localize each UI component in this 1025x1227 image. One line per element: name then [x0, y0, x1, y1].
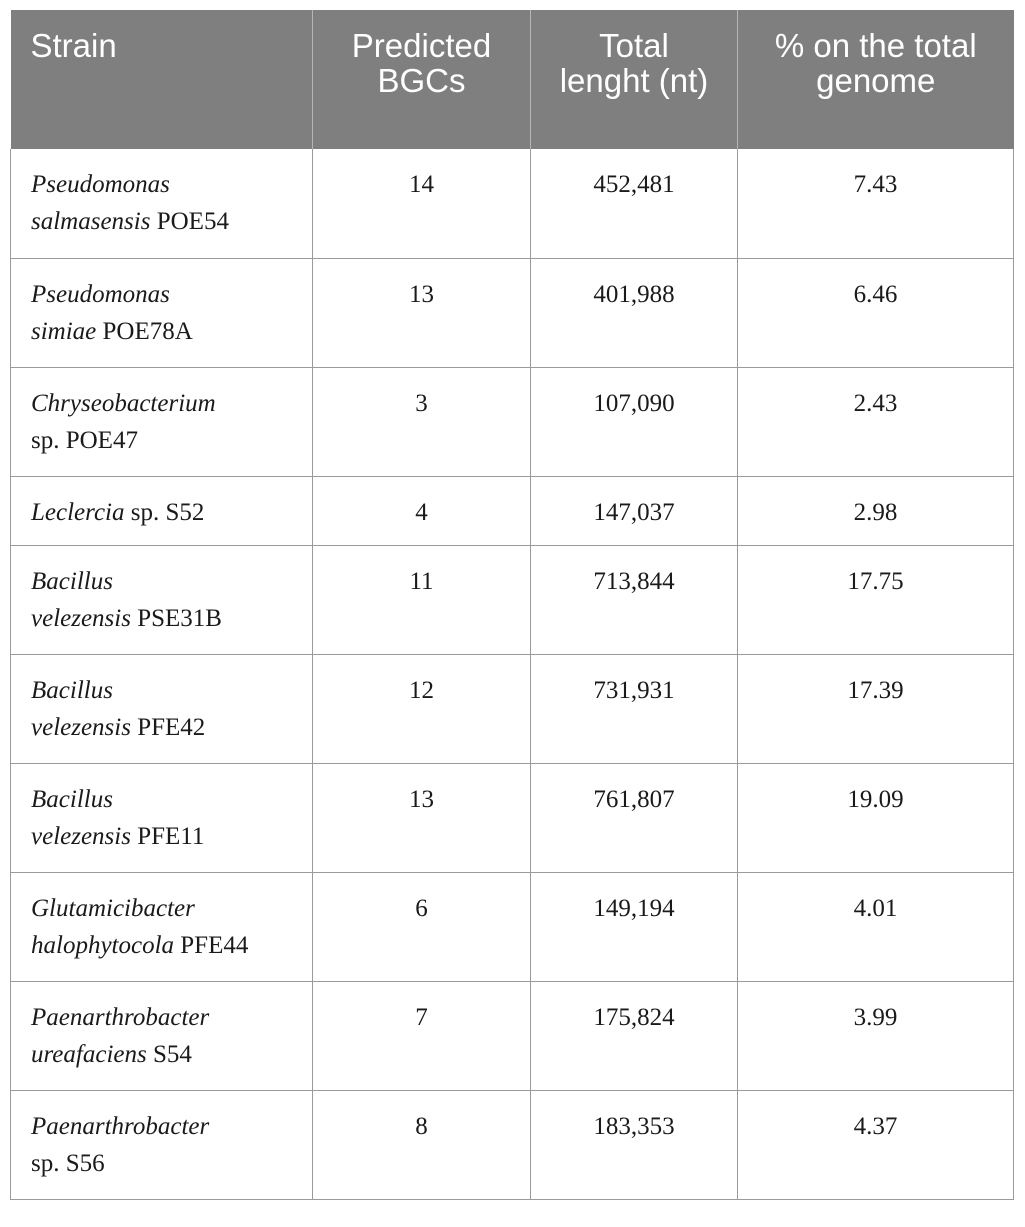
- percent-cell: 7.43: [738, 149, 1014, 258]
- genus-name: Chryseobacterium: [31, 389, 216, 417]
- percent-cell: 19.09: [738, 763, 1014, 872]
- bgcs-cell: 13: [313, 763, 531, 872]
- percent-cell: 17.75: [738, 545, 1014, 654]
- table-row: [11, 981, 1014, 1090]
- length-cell: 761,807: [531, 763, 738, 872]
- strain-id: S54: [146, 1040, 192, 1068]
- header-predicted-bgcs: Predicted BGCs: [313, 10, 531, 149]
- species-name: velezensis: [31, 604, 131, 632]
- header-row: [11, 10, 1014, 149]
- percent-cell: 17.39: [738, 654, 1014, 763]
- length-cell: 713,844: [531, 545, 738, 654]
- percent-cell: 3.99: [738, 981, 1014, 1090]
- length-cell: 149,194: [531, 872, 738, 981]
- bgcs-cell: 8: [313, 1090, 531, 1199]
- length-cell: 147,037: [531, 476, 738, 545]
- table-row: [11, 763, 1014, 872]
- genus-name: Bacillus: [31, 676, 113, 704]
- strain-cell: [11, 872, 313, 981]
- table-row: [11, 654, 1014, 763]
- species-name: simiae: [31, 317, 97, 345]
- strain-cell: [11, 476, 313, 545]
- genus-name: Paenarthrobacter: [31, 1003, 210, 1031]
- bgcs-cell: 4: [313, 476, 531, 545]
- table-header: [11, 10, 1014, 149]
- strain-cell: [11, 258, 313, 367]
- species-name: ureafaciens: [31, 1040, 147, 1068]
- strain-id: PFE44: [174, 931, 249, 959]
- table-row: [11, 476, 1014, 545]
- strain-id: PSE31B: [130, 604, 222, 632]
- strain-cell: [11, 981, 313, 1090]
- length-cell: 401,988: [531, 258, 738, 367]
- strain-cell: [11, 545, 313, 654]
- header-strain: Strain: [11, 10, 313, 149]
- species-name: velezensis: [31, 822, 131, 850]
- header-total-length: Total lenght (nt): [531, 10, 738, 149]
- strain-id: PFE42: [130, 713, 206, 741]
- strain-id: sp. POE47: [31, 426, 138, 454]
- length-cell: 175,824: [531, 981, 738, 1090]
- bgcs-cell: 11: [313, 545, 531, 654]
- length-cell: 731,931: [531, 654, 738, 763]
- species-name: velezensis: [31, 713, 131, 741]
- genus-name: Pseudomonas: [31, 171, 170, 198]
- table-row: [11, 545, 1014, 654]
- species-name: salmasensis: [31, 208, 151, 235]
- strain-cell: [11, 367, 313, 476]
- table-row: [11, 872, 1014, 981]
- header-percent-genome: % on the total genome: [738, 10, 1014, 149]
- genus-name: Pseudomonas: [31, 280, 170, 308]
- table-row: [11, 1090, 1014, 1199]
- length-cell: 107,090: [531, 367, 738, 476]
- bgc-table: [10, 10, 1014, 1200]
- strain-id: sp. S56: [31, 1149, 105, 1177]
- bgcs-cell: 7: [313, 981, 531, 1090]
- strain-id: sp. S52: [124, 498, 205, 526]
- percent-cell: 2.98: [738, 476, 1014, 545]
- strain-id: POE54: [150, 208, 229, 235]
- genus-name: Bacillus: [31, 567, 113, 595]
- genus-name: Glutamicibacter: [31, 894, 195, 922]
- bgcs-cell: 14: [313, 149, 531, 258]
- percent-cell: 2.43: [738, 367, 1014, 476]
- percent-cell: 4.37: [738, 1090, 1014, 1199]
- genus-name: Bacillus: [31, 785, 113, 813]
- genus-name: Paenarthrobacter: [31, 1112, 210, 1140]
- bgcs-cell: 13: [313, 258, 531, 367]
- strain-cell: [11, 1090, 313, 1199]
- length-cell: 183,353: [531, 1090, 738, 1199]
- table-body: [11, 149, 1014, 1199]
- percent-cell: 4.01: [738, 872, 1014, 981]
- table-row: [11, 149, 1014, 258]
- length-cell: 452,481: [531, 149, 738, 258]
- bgcs-cell: 3: [313, 367, 531, 476]
- percent-cell: 6.46: [738, 258, 1014, 367]
- species-name: halophytocola: [31, 931, 175, 959]
- bgcs-cell: 12: [313, 654, 531, 763]
- strain-id: POE78A: [96, 317, 193, 345]
- table-row: [11, 258, 1014, 367]
- strain-cell: [11, 149, 313, 258]
- bgcs-cell: 6: [313, 872, 531, 981]
- genus-name: Leclercia: [31, 498, 125, 526]
- strain-cell: [11, 654, 313, 763]
- table-row: [11, 367, 1014, 476]
- strain-id: PFE11: [130, 822, 205, 850]
- bgc-table-container: [10, 10, 1013, 1200]
- strain-cell: [11, 763, 313, 872]
